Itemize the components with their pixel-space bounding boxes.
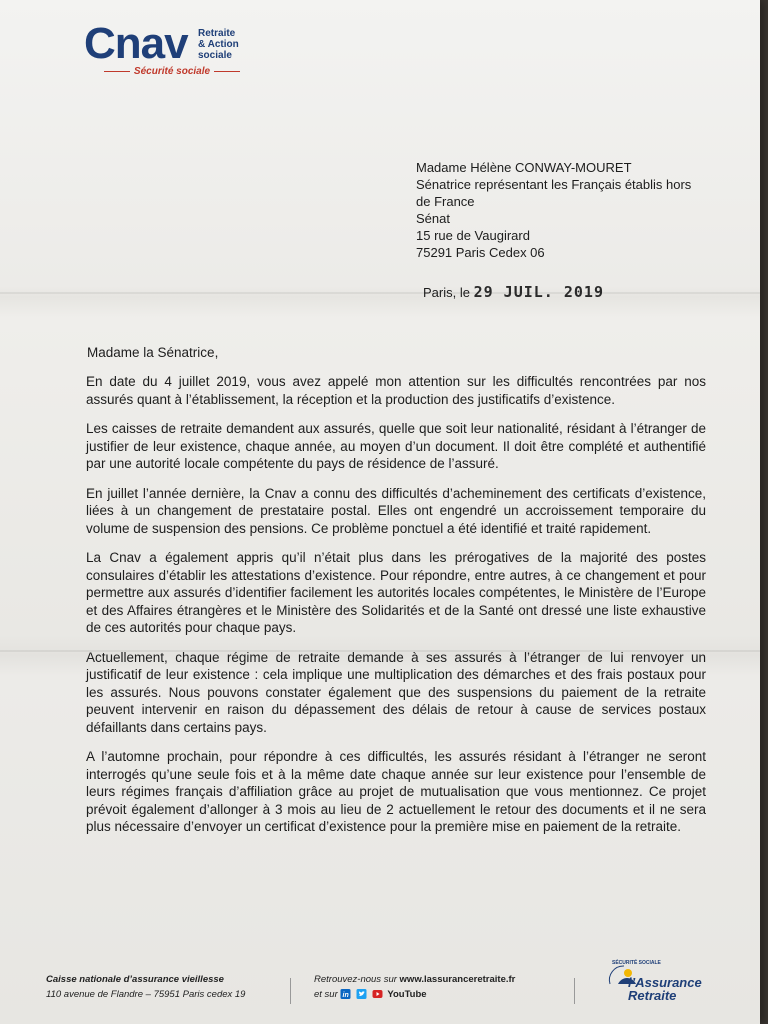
logo-side-line: sociale [198, 50, 232, 61]
twitter-icon[interactable] [356, 989, 367, 999]
footer-contact [314, 972, 515, 1002]
date-stamp: 29 JUIL. 2019 [473, 283, 604, 301]
body-paragraph: La Cnav a également appris qu’il n’était plus dans les prérogatives de la majorité des postes consulaires d’établir les attestations d’existence. Pour répondre, entre autres, à ce changement et pour permettre aux assurés d’identifier facilement les autorités locales compétentes, le Ministère de l’Europe et des Affaires étrangères et le Ministère des Solidarités et de la Santé ont dressé une liste exhaustive de ces autorités pour chaque pays. [86, 550, 706, 635]
body-paragraph: En juillet l’année dernière, la Cnav a connu des difficultés d’acheminement des certificats d’existence, liées à un changement de prestataire postal. Elles ont engendré un accroissement temporaire du volume de suspension des pensions. Ce problème ponctuel a été identifié et traité rapidement. [86, 485, 706, 536]
logo-side-line: & Action [198, 39, 239, 50]
body-paragraph: En date du 4 juillet 2019, vous avez appelé mon attention sur les difficultés rencontrées par nos assurés quant à l’établissement, la réception et la production des justificatifs d’existence. [86, 374, 706, 407]
brand-top-text: SÉCURITÉ SOCIALE [612, 960, 661, 966]
footer-youtube-label[interactable]: YouTube [387, 989, 427, 1000]
brand-line: Retraite [628, 988, 677, 1003]
footer-org-name: Caisse nationale d’assurance vieillesse [46, 974, 224, 985]
youtube-icon[interactable] [372, 989, 383, 999]
footer-social-prefix: et sur [314, 989, 338, 1000]
footer-web-prefix: Retrouvez-nous sur [314, 974, 397, 985]
address-line: 15 rue de Vaugirard [416, 228, 530, 243]
logo-side-line: Retraite [198, 28, 236, 39]
logo-word: Cnav [84, 19, 188, 68]
logo-subtitle-text: Sécurité sociale [133, 66, 211, 77]
cnav-logo [84, 19, 254, 82]
address-line: 75291 Paris Cedex 06 [416, 245, 545, 260]
footer [46, 960, 736, 1012]
letter-date [423, 283, 604, 301]
address-line: de France [416, 194, 475, 209]
logo-side-text [198, 28, 239, 61]
address-line: Sénat [416, 211, 450, 226]
date-prefix: Paris, le [423, 285, 470, 300]
footer-divider [574, 978, 575, 1004]
svg-text:in: in [342, 992, 350, 1000]
body-paragraph: A l’automne prochain, pour répondre à ces difficultés, les assurés résidant à l’étranger ne seront interrogés qu’une seule fois et à la même date chaque année sur leur existence pour l’ensemble de leurs régimes français d’affiliation grâce au projet de mutualisation que vous mentionnez. Ce projet prévoit également d’allonger à 3 mois au lieu de 2 actuellement le retour des documents et il ne sera plus nécessaire d’envoyer un certificat d’existence pour la première mise en paiement de la retraite. [86, 749, 706, 834]
footer-organization [46, 972, 245, 1002]
address-line: Madame Hélène CONWAY-MOURET [416, 160, 632, 175]
footer-web-link[interactable]: www.lassuranceretraite.fr [399, 974, 516, 985]
recipient-address [416, 159, 736, 261]
assurance-retraite-logo [604, 960, 734, 1008]
body-paragraph: Les caisses de retraite demandent aux assurés, quelle que soit leur nationalité, résidant à l’étranger de justifier de leur existence, chaque année, au moyen d’un document. Il doit être complété et authentifié par une autorité locale compétente du pays de résidence de l’assuré. [86, 421, 706, 471]
linkedin-icon[interactable] [340, 989, 351, 999]
salutation: Madame la Sénatrice, [87, 345, 219, 360]
footer-org-address: 110 avenue de Flandre – 75951 Paris cedex 19 [46, 989, 246, 1000]
paper-fold-line [0, 292, 760, 294]
brand-line: l’Assurance [628, 975, 702, 990]
footer-divider [290, 978, 291, 1004]
letter-body [86, 373, 706, 848]
brand-name [628, 976, 702, 1002]
body-paragraph: Actuellement, chaque régime de retraite demande à ses assurés à l’étranger de lui renvoyer un justificatif de leur existence : cela implique une multiplication des démarches et des frais postaux pour les assurés. Nous pouvons constater également que des suspensions du paiement de la retraite peuvent intervenir en raison du dépassement des délais de retour à cause de services postaux défaillants dans certains pays. [86, 649, 706, 735]
address-line: Sénatrice représentant les Français établis hors [416, 177, 692, 192]
logo-subtitle [92, 66, 252, 77]
